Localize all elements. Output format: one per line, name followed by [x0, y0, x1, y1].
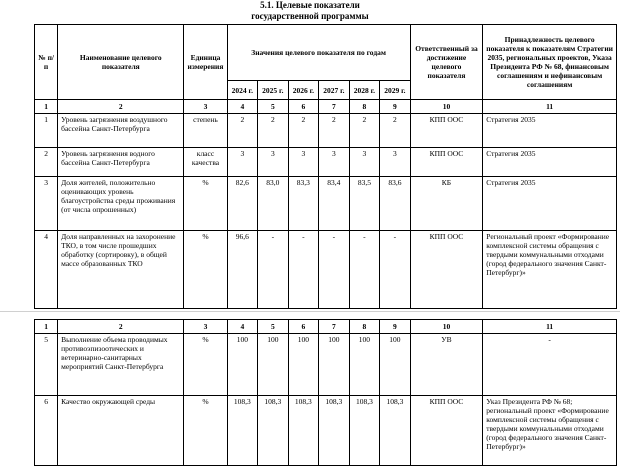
row-value: 83,4: [319, 177, 350, 231]
column-number: 5: [258, 100, 289, 114]
column-number: 6: [288, 100, 319, 114]
indicators-table-page-2: [34, 319, 617, 466]
header-year: 2024 г.: [227, 81, 258, 100]
header-values-group: Значения целевого показателя по годам: [227, 25, 410, 81]
column-number: 1: [35, 100, 58, 114]
header-year: 2025 г.: [258, 81, 289, 100]
row-value: 82,6: [227, 177, 258, 231]
row-value: 100: [258, 334, 289, 396]
column-numbers-row: [35, 100, 617, 114]
column-number: 11: [483, 320, 617, 334]
row-value: 3: [380, 148, 411, 177]
table-row: [35, 396, 617, 466]
row-value: -: [380, 231, 411, 309]
row-value: 2: [380, 114, 411, 148]
row-belonging: Указ Президента РФ № 68; региональный проект «Формирование комплексной системы обращения с твердыми коммунальными отходами (город федерального значения Санкт-Петербург)»: [483, 396, 617, 466]
table-row: [35, 334, 617, 396]
page-break: [0, 311, 620, 312]
row-value: 108,3: [227, 396, 258, 466]
row-num: 1: [35, 114, 58, 148]
column-number: 10: [410, 100, 483, 114]
row-value: -: [319, 231, 350, 309]
header-responsible: Ответственный за достижение целевого показателя: [410, 25, 483, 100]
header-name: Наименование целевого показателя: [58, 25, 184, 100]
row-value: 108,3: [258, 396, 289, 466]
row-value: 2: [258, 114, 289, 148]
row-value: 83,3: [288, 177, 319, 231]
row-belonging: Стратегия 2035: [483, 114, 617, 148]
row-num: 5: [35, 334, 58, 396]
table-row: [35, 148, 617, 177]
column-numbers-row: [35, 320, 617, 334]
row-value: 2: [227, 114, 258, 148]
row-value: 100: [319, 334, 350, 396]
table-row: [35, 231, 617, 309]
row-num: 4: [35, 231, 58, 309]
header-year: 2029 г.: [380, 81, 411, 100]
row-name: Выполнение объема проводимых противоэпизоотических и ветеринарно-санитарных мероприятий Санкт-Петербурга: [58, 334, 184, 396]
column-number: 8: [349, 320, 380, 334]
row-responsible: КПП ООС: [410, 396, 483, 466]
row-value: 83,5: [349, 177, 380, 231]
row-value: -: [288, 231, 319, 309]
indicators-table-page-1: [34, 24, 617, 309]
column-number: 7: [319, 100, 350, 114]
row-value: 83,0: [258, 177, 289, 231]
header-belonging: Принадлежность целевого показателя к показателям Стратегии 2035, региональных проектов, Указа Президента РФ № 68, финансовым соглашениям и нефинансовым соглашениям: [483, 25, 617, 100]
row-unit: степень: [184, 114, 227, 148]
row-value: 2: [349, 114, 380, 148]
row-value: 3: [258, 148, 289, 177]
row-num: 3: [35, 177, 58, 231]
column-number: 4: [227, 100, 258, 114]
row-value: 83,6: [380, 177, 411, 231]
row-responsible: КПП ООС: [410, 231, 483, 309]
row-value: 3: [288, 148, 319, 177]
row-belonging: Стратегия 2035: [483, 177, 617, 231]
row-unit: %: [184, 334, 227, 396]
row-name: Доля жителей, положительно оценивающих уровень благоустройства среды проживания (от числа опрошенных): [58, 177, 184, 231]
column-number: 2: [58, 320, 184, 334]
table-row: [35, 177, 617, 231]
column-number: 2: [58, 100, 184, 114]
header-year: 2028 г.: [349, 81, 380, 100]
header-row: [35, 25, 617, 81]
row-responsible: КПП ООС: [410, 114, 483, 148]
row-value: 100: [227, 334, 258, 396]
row-value: 3: [227, 148, 258, 177]
row-unit: %: [184, 177, 227, 231]
row-name: Доля направленных на захоронение ТКО, в том числе прошедших обработку (сортировку), в общей массе образованных ТКО: [58, 231, 184, 309]
row-name: Уровень загрязнения воздушного бассейна Санкт-Петербурга: [58, 114, 184, 148]
column-number: 9: [380, 100, 411, 114]
row-belonging: Стратегия 2035: [483, 148, 617, 177]
row-value: 2: [288, 114, 319, 148]
row-value: 108,3: [288, 396, 319, 466]
header-year: 2027 г.: [319, 81, 350, 100]
section-title-line-1: 5.1. Целевые показатели: [260, 0, 360, 10]
column-number: 6: [288, 320, 319, 334]
column-number: 7: [319, 320, 350, 334]
row-unit: %: [184, 231, 227, 309]
row-value: 108,3: [349, 396, 380, 466]
table-row: [35, 114, 617, 148]
column-number: 1: [35, 320, 58, 334]
column-number: 11: [483, 100, 617, 114]
row-unit: %: [184, 396, 227, 466]
column-number: 4: [227, 320, 258, 334]
section-title-line-2: государственной программы: [251, 11, 369, 21]
row-value: 96,6: [227, 231, 258, 309]
header-year: 2026 г.: [288, 81, 319, 100]
row-value: 2: [319, 114, 350, 148]
column-number: 10: [410, 320, 483, 334]
row-belonging: -: [483, 334, 617, 396]
row-responsible: КПП ООС: [410, 148, 483, 177]
row-value: 100: [288, 334, 319, 396]
row-name: Уровень загрязнения водного бассейна Санкт-Петербурга: [58, 148, 184, 177]
header-num: № п/п: [35, 25, 58, 100]
column-number: 3: [184, 320, 227, 334]
column-number: 5: [258, 320, 289, 334]
row-value: 100: [380, 334, 411, 396]
row-responsible: КБ: [410, 177, 483, 231]
section-title: [0, 0, 620, 22]
row-value: 3: [319, 148, 350, 177]
row-value: -: [258, 231, 289, 309]
column-number: 9: [380, 320, 411, 334]
column-number: 8: [349, 100, 380, 114]
row-unit: класс качества: [184, 148, 227, 177]
row-value: 108,3: [380, 396, 411, 466]
row-value: 108,3: [319, 396, 350, 466]
row-name: Качество окружающей среды: [58, 396, 184, 466]
row-num: 6: [35, 396, 58, 466]
column-number: 3: [184, 100, 227, 114]
row-value: 100: [349, 334, 380, 396]
row-value: -: [349, 231, 380, 309]
row-num: 2: [35, 148, 58, 177]
row-belonging: Региональный проект «Формирование комплексной системы обращения с твердыми коммунальными отходами (город федерального значения Санкт-Петербург)»: [483, 231, 617, 309]
header-unit: Единица измерения: [184, 25, 227, 100]
row-responsible: УВ: [410, 334, 483, 396]
row-value: 3: [349, 148, 380, 177]
